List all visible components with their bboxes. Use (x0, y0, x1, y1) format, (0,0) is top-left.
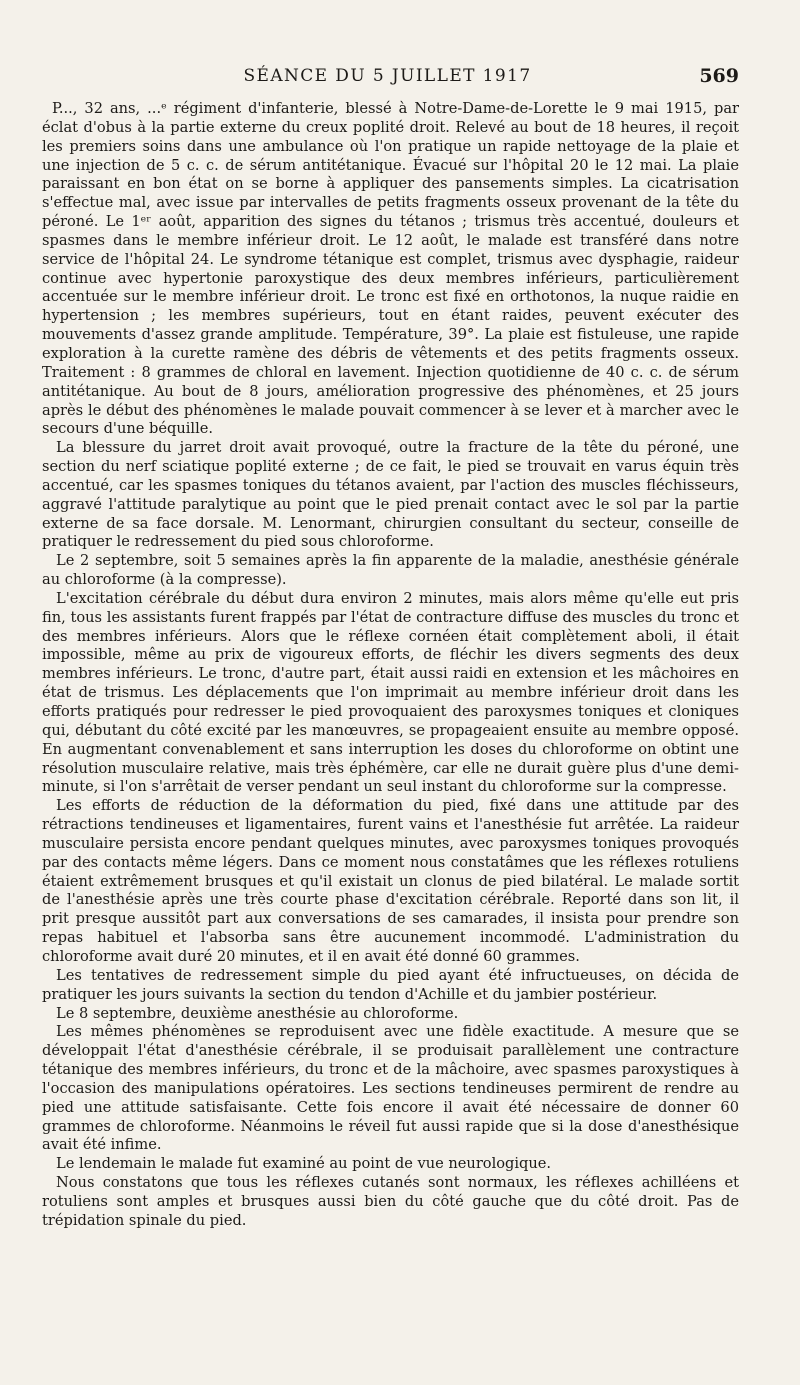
paragraph-tendon-section-decision: Les tentatives de redressement simple du pied ayant été infructueuses, on décida de pratiquer les jours suivants la section du tendon d'Achille et du jambier postérieur. (42, 966, 739, 1003)
page-header (36, 66, 739, 94)
page-number: 569 (699, 65, 739, 87)
paragraph-second-anesthesia: Le 8 septembre, deuxième anesthésie au chloroforme. (56, 1004, 459, 1022)
paragraph-wound-description: La blessure du jarret droit avait provoqué, outre la fracture de la tête du péroné, une section du nerf sciatique poplité externe ; de ce fait, le pied se trouvait en varus équin très accentué, car les spasmes toniques du tétanos avaient, par l'action des muscles fléchisseurs, aggravé l'attitude paralytique au point que le pied prenait contact avec le sol par la partie externe de sa face dorsale. M. Lenormant, chirurgien consultant du secteur, conseille de pratiquer le redressement du pied sous chloroforme. (42, 439, 739, 551)
paragraph-same-phenomena: Les mêmes phénomènes se reproduisent avec une fidèle exactitude. A mesure que se développait l'état d'anesthésie cérébrale, il se produisait parallèlement une contracture tétanique des membres inférieurs, du tronc et de la mâchoire, avec spasmes paroxystiques à l'occasion des manipulations opératoires. Les sections tendineuses permirent de rendre au pied une attitude satisfaisante. Cette fois encore il avait été nécessaire de donner 60 grammes de chloroforme. Néanmoins le réveil fut aussi rapide que si la dose d'anesthésique avait été infime. (42, 1023, 739, 1154)
running-title: SÉANCE DU 5 JUILLET 1917 (243, 66, 532, 86)
paragraph-first-anesthesia: Le 2 septembre, soit 5 semaines après la fin apparente de la maladie, anesthésie générale au chloroforme (à la compresse). (42, 552, 739, 589)
paragraph-cerebral-excitation: L'excitation cérébrale du début dura environ 2 minutes, mais alors même qu'elle eut pris fin, tous les assistants furent frappés par l'état de contracture diffuse des muscles du tronc et des membres inférieurs. Alors que le réflexe cornéen était complètement aboli, il était impossible, même au prix de vigoureux efforts, de fléchir les divers segments des deux membres inférieurs. Le tronc, d'autre part, était aussi raidi en extension et les mâchoires en état de trismus. Les déplacements que l'on imprimait au membre inférieur droit dans les efforts pratiqués pour redresser le pied provoquaient des paroxysmes toniques et cloniques qui, débutant du côté excité par les manœuvres, se propageaient ensuite au membre opposé. En augmentant convenablement et sans interruption les doses du chloroforme on obtint une résolution musculaire relative, mais très éphémère, car elle ne durait guère plus d'une demi-minute, si l'on s'arrêtait de verser pendant un seul instant du chloroforme sur la compresse. (42, 589, 739, 796)
paragraph-case-history: P..., 32 ans, ...ᵉ régiment d'infanterie, blessé à Notre-Dame-de-Lorette le 9 mai 1915, par éclat d'obus à la partie externe du creux poplité droit. Relevé au bout de 18 heures, il reçoit les premiers soins dans une ambulance où l'on pratique un rapide nettoyage de la plaie et une injection de 5 c. c. de sérum antitétanique. Évacué sur l'hôpital 20 le 12 mai. La plaie paraissant en bon état on se borne à appliquer des pansements simples. La cicatrisation s'effectue mal, avec issue par intervalles de petits fragments osseux provenant de la tête du péroné. Le 1ᵉʳ août, apparition des signes du tétanos ; trismus très accentué, douleurs et spasmes dans le membre inférieur droit. Le 12 août, le malade est transféré dans notre service de l'hôpital 24. Le syndrome tétanique est complet, trismus avec dysphagie, raideur continue avec hypertonie paroxystique des deux membres inférieurs, particulièrement accentuée sur le membre inférieur droit. Le tronc est fixé en orthotonos, la nuque raidie en hypertension ; les membres supérieurs, tout en étant raides, peuvent exécuter des mouvements d'assez grande amplitude. Température, 39°. La plaie est fistuleuse, une rapide exploration à la curette ramène des débris de vêtements et des petits fragments osseux. Traitement : 8 grammes de chloral en lavement. Injection quotidienne de 40 c. c. de sérum antitétanique. Au bout de 8 jours, amélioration progressive des phénomènes, et 25 jours après le début des phénomènes le malade pouvait commencer à se lever et à marcher avec le secours d'une béquille. (42, 100, 739, 438)
paragraph-reduction-efforts: Les efforts de réduction de la déformation du pied, fixé dans une attitude par des rétractions tendineuses et ligamentaires, furent vains et l'anesthésie fut arrêtée. La raideur musculaire persista encore pendant quelques minutes, avec paroxysmes toniques provoqués par des contacts même légers. Dans ce moment nous constatâmes que les réflexes rotuliens étaient extrêmement brusques et qu'il existait un clonus de pied bilatéral. Le malade sortit de l'anesthésie après une très courte phase d'excitation cérébrale. Reporté dans son lit, il prit presque aussitôt part aux conversations de ses camarades, il insista pour prendre son repas habituel et l'absorba sans être aucunement incommodé. L'administration du chloroforme avait duré 20 minutes, et il en avait été donné 60 grammes. (42, 797, 739, 965)
paragraph-neurological-exam: Le lendemain le malade fut examiné au point de vue neurologique. (56, 1155, 552, 1173)
paragraph-reflexes: Nous constatons que tous les réflexes cutanés sont normaux, les réflexes achilléens et rotuliens sont amples et brusques aussi bien du côté gauche que du côté droit. Pas de trépidation spinale du pied. (42, 1174, 739, 1229)
book-page (36, 0, 739, 1385)
body-text (42, 100, 739, 1231)
